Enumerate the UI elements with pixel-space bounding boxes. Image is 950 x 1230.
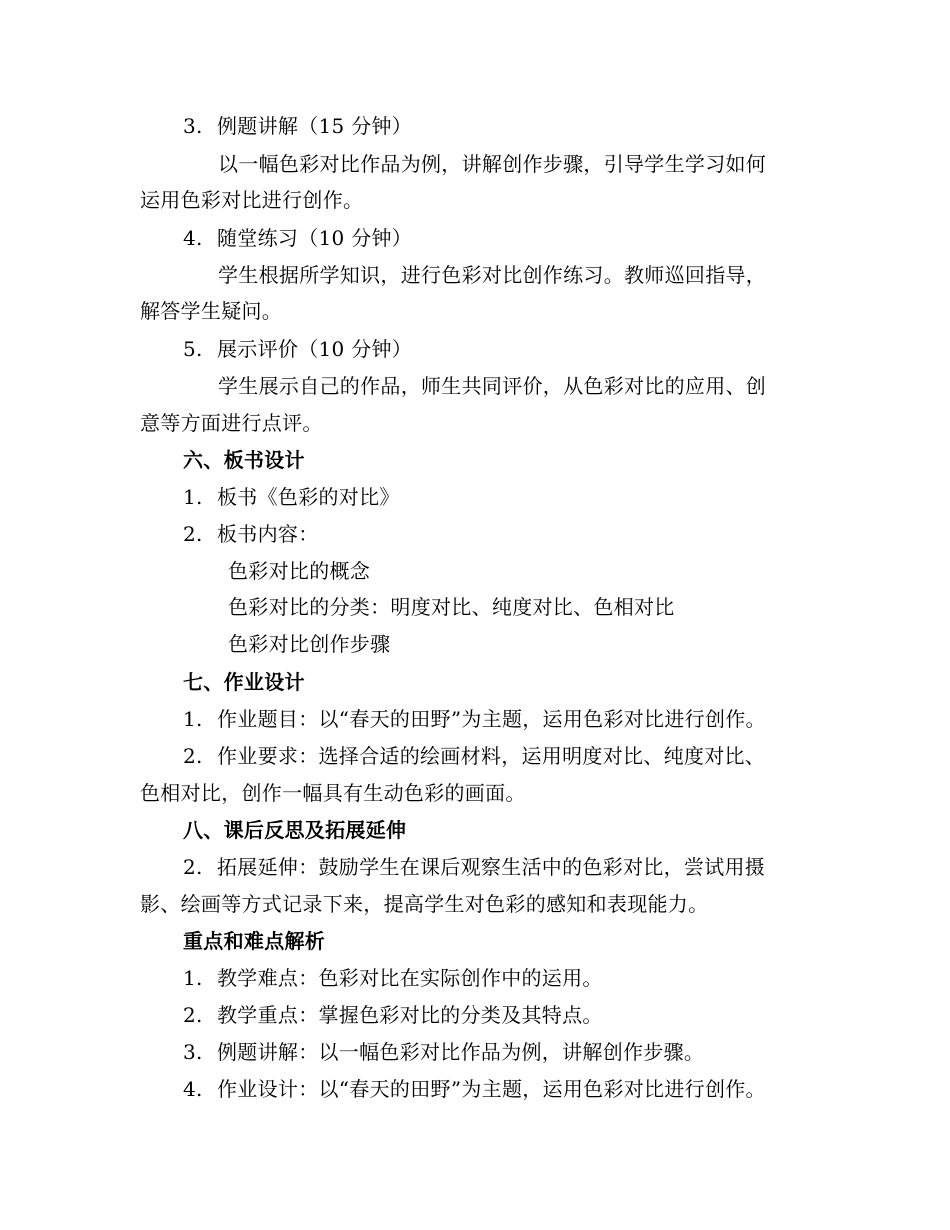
paragraph-line: 解答学生疑问。 (140, 299, 283, 323)
list-number: 5. (183, 337, 203, 361)
list-item (183, 855, 765, 879)
paragraph-line: 意等方面进行点评。 (140, 411, 323, 435)
list-text: 教学难点：色彩对比在实际创作中的运用。 (217, 966, 603, 990)
list-item (183, 485, 400, 509)
list-text: 作业题目：以“春天的田野”为主题，运用色彩对比进行创作。 (217, 707, 766, 731)
paragraph-line: 运用色彩对比进行创作。 (140, 188, 364, 212)
section-heading-homework: 七、作业设计 (183, 670, 305, 694)
section-4-title (183, 226, 412, 250)
list-text: 例题讲解：以一幅色彩对比作品为例，讲解创作步骤。 (217, 1040, 705, 1064)
board-content-line: 色彩对比的概念 (228, 559, 371, 583)
list-text: 板书《色彩的对比》 (217, 485, 400, 509)
list-item (183, 966, 603, 990)
list-text: 拓展延伸：鼓励学生在课后观察生活中的色彩对比，尝试用摄 (217, 855, 766, 879)
list-number: 4. (183, 1077, 203, 1101)
list-item (183, 744, 765, 768)
section-5-title (183, 337, 412, 361)
section-3-title (183, 114, 412, 138)
section-heading-board: 六、板书设计 (183, 448, 305, 472)
board-content-line: 色彩对比创作步骤 (228, 632, 391, 656)
list-number: 4. (183, 226, 203, 250)
paragraph-line: 以一幅色彩对比作品为例，讲解创作步骤，引导学生学习如何 (218, 152, 767, 176)
paragraph-line: 影、绘画等方式记录下来，提高学生对色彩的感知和表现能力。 (140, 892, 709, 916)
list-item (183, 1003, 603, 1027)
list-item (183, 1077, 766, 1101)
section-heading-analysis: 重点和难点解析 (183, 929, 326, 953)
list-item (183, 522, 319, 546)
list-text: 例题讲解（15 分钟） (217, 114, 413, 138)
paragraph-line: 色相对比，创作一幅具有生动色彩的画面。 (140, 781, 526, 805)
list-number: 2. (183, 522, 203, 546)
list-number: 2. (183, 744, 203, 768)
list-number: 2. (183, 1003, 203, 1027)
paragraph-line: 学生根据所学知识，进行色彩对比创作练习。教师巡回指导， (218, 263, 767, 287)
list-number: 3. (183, 1040, 203, 1064)
list-number: 1. (183, 485, 203, 509)
list-number: 1. (183, 966, 203, 990)
list-text: 作业要求：选择合适的绘画材料，运用明度对比、纯度对比、 (217, 744, 766, 768)
list-number: 2. (183, 855, 203, 879)
paragraph-line: 学生展示自己的作品，师生共同评价，从色彩对比的应用、创 (218, 374, 767, 398)
list-text: 作业设计：以“春天的田野”为主题，运用色彩对比进行创作。 (217, 1077, 766, 1101)
list-item (183, 1040, 704, 1064)
section-heading-reflection: 八、课后反思及拓展延伸 (183, 818, 407, 842)
list-item (183, 707, 766, 731)
list-text: 教学重点：掌握色彩对比的分类及其特点。 (217, 1003, 603, 1027)
list-number: 3. (183, 114, 203, 138)
list-number: 1. (183, 707, 203, 731)
list-text: 板书内容： (217, 522, 319, 546)
list-text: 随堂练习（10 分钟） (217, 226, 413, 250)
list-text: 展示评价（10 分钟） (217, 337, 413, 361)
board-content-line: 色彩对比的分类：明度对比、纯度对比、色相对比 (228, 595, 675, 619)
